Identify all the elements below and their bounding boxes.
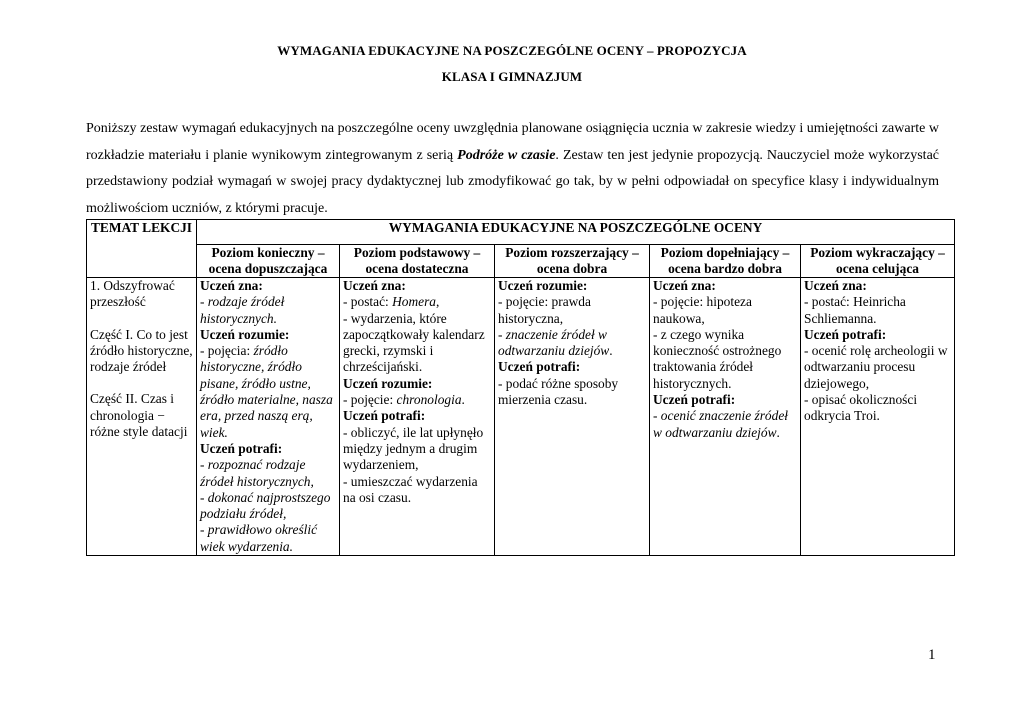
label-knows: Uczeń zna:: [200, 278, 263, 293]
label-can: Uczeń potrafi:: [343, 408, 426, 424]
list-item: - prawidłowo określić wiek wydarzenia.: [200, 522, 318, 554]
list-item: - rodzaje źródeł historycznych.: [200, 294, 285, 326]
level-header-4: Poziom dopełniający – ocena bardzo dobra: [650, 245, 801, 278]
page-number: 1: [928, 647, 936, 663]
label-understands: Uczeń rozumie:: [498, 278, 588, 293]
intro-paragraph: [86, 116, 939, 222]
intro-text-2: . Zestaw ten jest jedynie propozycją. Nauczyciel może wykorzystać przedstawiony podział wymagań w swojej pracy dydaktycznej lub zmodyfikować go tak, by w pełni odpowiadał on specyfice klasy i indywidualnym możliwościom uczniów, z którymi pracuje.: [86, 147, 939, 216]
intro-text-1: Poniższy zestaw wymagań edukacyjnych na poszczególne oceny uwzględnia planowane osiągnięcia ucznia w zakresie wiedzy i umiejętności zawarte w rozkładzie materiału i planie wynikowym zintegrowanym z serią: [86, 121, 939, 163]
label-understands: Uczeń rozumie:: [343, 375, 433, 391]
list-item: - postać: Heinricha Schliemanna.: [804, 294, 906, 326]
list-item: - znaczenie źródeł w odtwarzaniu dziejów.: [498, 326, 613, 359]
label-knows: Uczeń zna:: [653, 278, 716, 293]
list-item: - ocenić znaczenie źródeł w odtwarzaniu dziejów.: [653, 408, 788, 440]
topic-title: 1. Odszyfrować przeszłość: [90, 278, 175, 310]
list-item: - pojęcia: źródło historyczne, źródło pisane, źródło ustne, źródło materialne, nasza era, przed naszą erą, wiek.: [200, 343, 333, 440]
list-item: - ocenić rolę archeologii w odtwarzaniu procesu dziejowego,: [804, 343, 948, 391]
document-subtitle: KLASA I GIMNAZJUM: [441, 69, 583, 84]
list-item: - rozpoznać rodzaje źródeł historycznych,: [200, 457, 314, 489]
list-item: - opisać okoliczności odkrycia Troi.: [804, 392, 918, 424]
list-item: - wydarzenia, które zapoczątkowały kalendarz grecki, rzymski i chrześcijański.: [343, 310, 485, 375]
level-header-5: Poziom wykraczający – ocena celująca: [801, 245, 955, 278]
topic-part-1: Część I. Co to jest źródło historyczne, rodzaje źródeł: [90, 326, 193, 375]
list-item: - dokonać najprostszego podziału źródeł,: [200, 489, 331, 522]
label-can: Uczeń potrafi:: [653, 392, 736, 408]
topic-cell: [87, 278, 197, 556]
level-header-1: Poziom konieczny – ocena dopuszczająca: [197, 245, 340, 278]
label-understands: Uczeń rozumie:: [200, 326, 290, 342]
label-knows: Uczeń zna:: [343, 278, 406, 293]
level-1-cell: [197, 278, 340, 556]
level-5-cell: [801, 278, 955, 556]
level-2-cell: [340, 278, 495, 556]
table-row: [87, 278, 955, 556]
list-item: - umieszczać wydarzenia na osi czasu.: [343, 473, 478, 505]
label-can: Uczeń potrafi:: [200, 440, 283, 456]
list-item: - postać: Homera,: [343, 294, 440, 310]
series-name: Podróże w czasie: [457, 147, 556, 163]
level-4-cell: [650, 278, 801, 556]
list-item: - podać różne sposoby mierzenia czasu.: [498, 375, 619, 408]
level-3-cell: [495, 278, 650, 556]
label-can: Uczeń potrafi:: [498, 359, 581, 375]
topic-part-2: Część II. Czas i chronologia − różne style datacji: [90, 391, 188, 440]
label-can: Uczeń potrafi:: [804, 326, 887, 342]
list-item: - pojęcie: hipoteza naukowa,: [653, 294, 752, 326]
list-item: - z czego wynika konieczność ostrożnego traktowania źródeł historycznych.: [653, 326, 782, 391]
requirements-table: [86, 219, 955, 556]
list-item: - pojęcie: prawda historyczna,: [498, 294, 591, 326]
document-title: WYMAGANIA EDUKACYJNE NA POSZCZEGÓLNE OCENY – PROPOZYCJA: [277, 43, 747, 58]
main-header: WYMAGANIA EDUKACYJNE NA POSZCZEGÓLNE OCENY: [197, 220, 955, 245]
topic-header: TEMAT LEKCJI: [87, 220, 197, 278]
level-header-3: Poziom rozszerzający – ocena dobra: [495, 245, 650, 278]
level-header-2: Poziom podstawowy – ocena dostateczna: [340, 245, 495, 278]
list-item: - pojęcie: chronologia.: [343, 392, 465, 408]
label-knows: Uczeń zna:: [804, 278, 867, 293]
list-item: - obliczyć, ile lat upłynęło między jednym a drugim wydarzeniem,: [343, 424, 484, 473]
